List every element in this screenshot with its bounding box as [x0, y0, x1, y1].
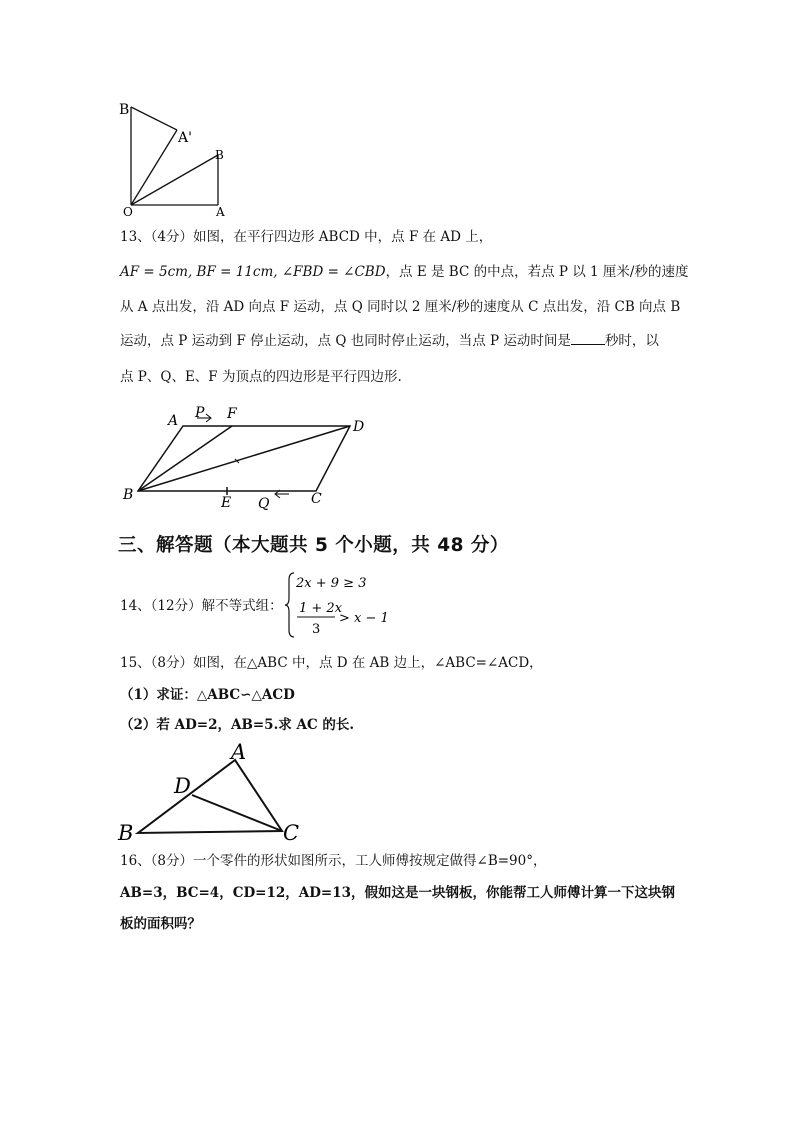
q13-given-equation: AF = 5cm, BF = 11cm, ∠FBD = ∠CBD: [120, 264, 386, 280]
label-a: A: [168, 413, 179, 429]
q15-part2: （2）若 AD=2，AB=5.求 AC 的长.: [120, 717, 355, 733]
label-c: C: [311, 491, 322, 507]
label-d: D: [353, 419, 365, 435]
inequality-system: [285, 570, 405, 640]
q13-line4: [120, 332, 659, 350]
q15-line1: 15、（8分）如图，在△ABC 中，点 D 在 AB 边上，∠ABC=∠ACD，: [120, 655, 543, 671]
label-b: B: [118, 821, 134, 845]
q14-prefix: 14、（12分）解不等式组：: [120, 598, 283, 614]
label-a: A: [216, 205, 225, 219]
label-e: E: [221, 495, 232, 511]
parallelogram-figure: [115, 402, 375, 517]
answer-blank: [571, 332, 605, 345]
inequality-2-rhs: > x − 1: [339, 611, 389, 626]
triangle-figure: [115, 738, 310, 846]
section-heading: 三、解答题（本大题共 5 个小题，共 48 分）: [118, 535, 509, 556]
label-q: Q: [258, 496, 270, 512]
label-b-rotated: B: [119, 102, 130, 118]
label-a-prime: A': [178, 130, 192, 146]
label-b: B: [123, 487, 134, 503]
q16-line1: 16、（8分）一个零件的形状如图所示，工人师傅按规定做得∠B=90°，: [120, 853, 547, 869]
q13-line2-text: ，点 E 是 BC 的中点，若点 P 以 1 厘米/秒的速度: [385, 264, 689, 280]
rotation-figure: [110, 95, 240, 220]
q13-line1: 13、（4分）如图，在平行四边形 ABCD 中，点 F 在 AD 上，: [120, 229, 493, 245]
label-b: B: [215, 148, 224, 162]
fraction-denominator: 3: [312, 622, 321, 637]
q16-line3: 板的面积吗？: [120, 916, 201, 932]
label-c: C: [283, 821, 300, 845]
label-p: P: [195, 405, 205, 421]
q13-line4-tail: 秒时，以: [604, 333, 659, 349]
q13-line5: 点 P、Q、E、F 为顶点的四边形是平行四边形.: [120, 369, 402, 385]
q15-part1: （1）求证：△ABC∽△ACD: [120, 687, 295, 703]
q13-line3: 从 A 点出发，沿 AD 向点 F 运动，点 Q 同时以 2 厘米/秒的速度从 C 点出发，沿 CB 向点 B: [120, 299, 681, 315]
inequality-1: 2x + 9 ≥ 3: [296, 576, 367, 591]
label-a: A: [231, 740, 247, 764]
q13-line4-text: 运动，点 P 运动到 F 停止运动，点 Q 也同时停止运动，当点 P 运动时间是: [120, 333, 571, 349]
label-f: F: [227, 406, 237, 422]
q16-line2: AB=3，BC=4，CD=12，AD=13，假如这是一块钢板，你能帮工人师傅计算一下这块钢: [120, 885, 676, 901]
fraction-numerator: 1 + 2x: [299, 601, 343, 616]
label-d: D: [174, 774, 191, 798]
label-o: O: [123, 205, 133, 219]
q13-line2: [120, 263, 688, 281]
